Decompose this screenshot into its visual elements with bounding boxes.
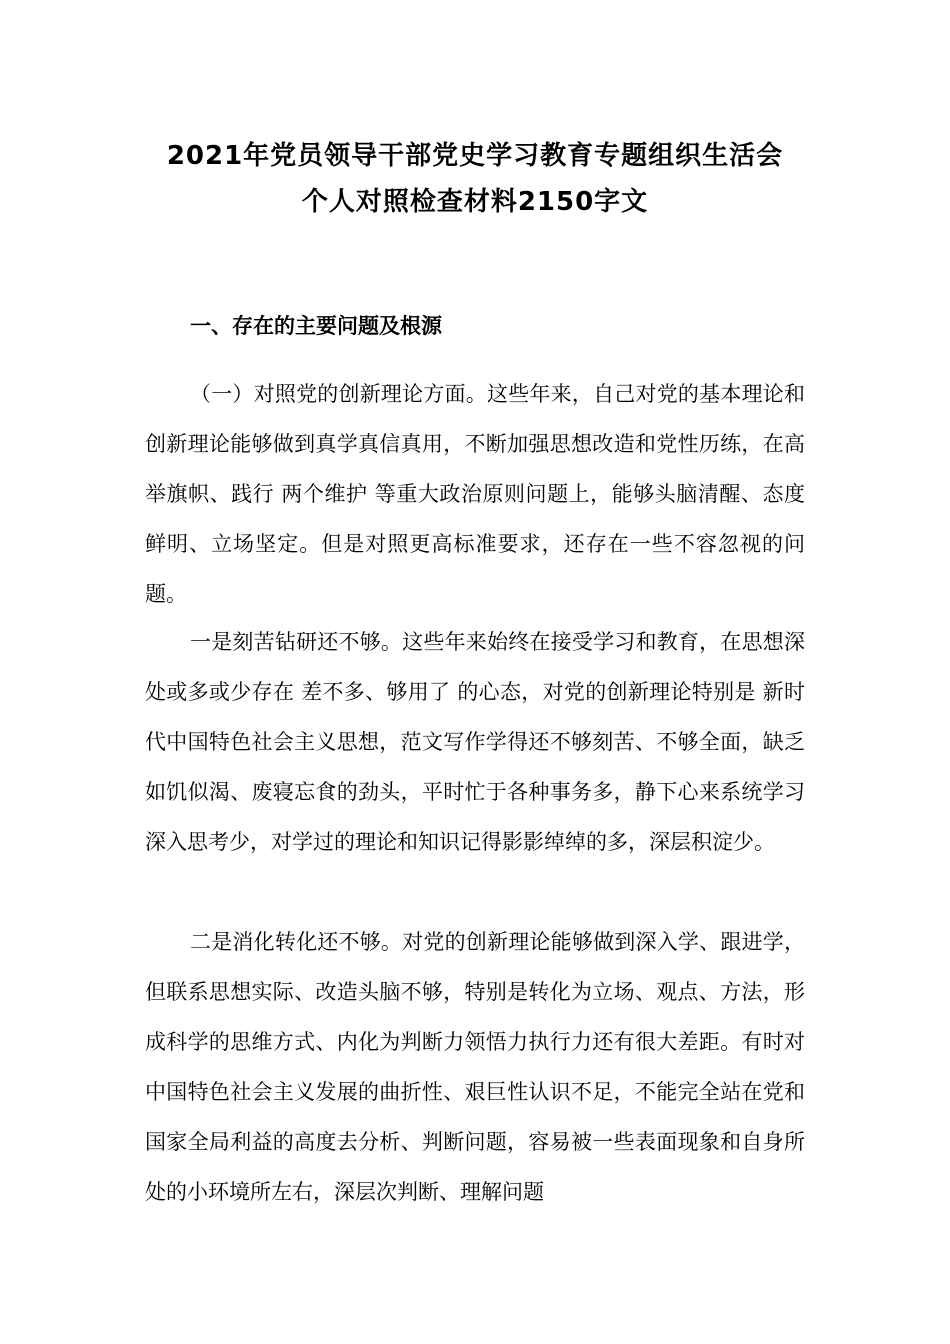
section-heading: 一、存在的主要问题及根源 [190,314,442,338]
document-title-line-1: 2021年党员领导干部党史学习教育专题组织生活会 [166,141,784,171]
paragraph-study-effort: 一是刻苦钻研还不够。这些年来始终在接受学习和教育，在思想深处或多或少存在 差不多、够用了 的心态，对党的创新理论特别是 新时代中国特色社会主义思想，范文写作学得还不够刻苦、不够全面，缺乏如饥似渴、废寝忘食的劲头，平时忙于各种事务多，静下心来系统学习深入思考少，对学过的理论和知识记得影影绰绰的多，深层积淀少。 [145,630,805,854]
document-title-line-2: 个人对照检查材料2150字文 [301,187,649,217]
paragraph-innovation-theory: （一）对照党的创新理论方面。这些年来，自己对党的基本理论和创新理论能够做到真学真信真用，不断加强思想改造和党性历练，在高举旗帜、践行 两个维护 等重大政治原则问题上，能够头脑清醒、态度鲜明、立场坚定。但是对照更高标准要求，还存在一些不容忽视的问题。 [145,382,805,606]
paragraph-digest-transform: 二是消化转化还不够。对党的创新理论能够做到深入学、跟进学，但联系思想实际、改造头脑不够，特别是转化为立场、观点、方法，形成科学的思维方式、内化为判断力领悟力执行力还有很大差距。有时对中国特色社会主义发展的曲折性、艰巨性认识不足，不能完全站在党和国家全局利益的高度去分析、判断问题，容易被一些表面现象和自身所处的小环境所左右，深层次判断、理解问题 [145,930,805,1204]
